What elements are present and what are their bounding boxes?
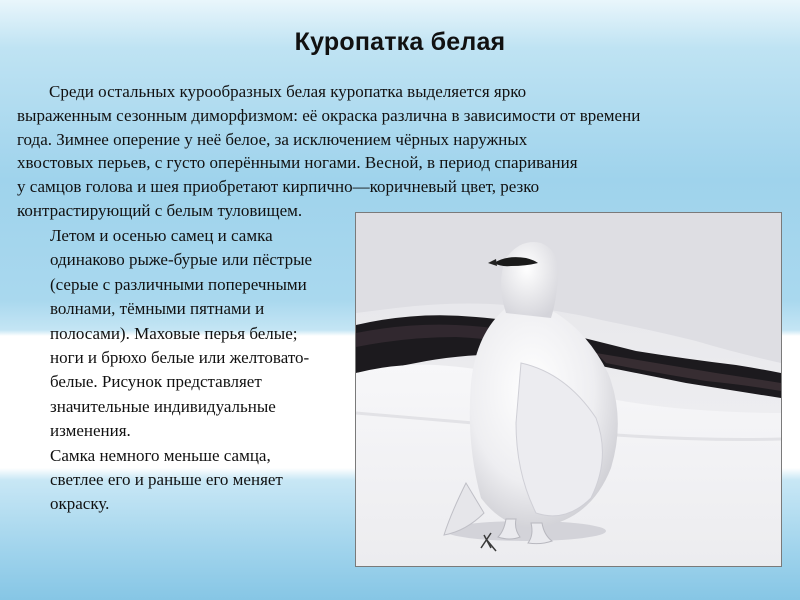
- intro-line: Среди остальных курообразных белая куропатка выделяется ярко: [49, 82, 527, 101]
- intro-line: у самцов голова и шея приобретают кирпично—коричневый цвет, резко: [17, 177, 540, 197]
- intro-line: выраженным сезонным диморфизмом: её окраска различна в зависимости от времени: [17, 105, 641, 125]
- intro-line: года. Зимнее оперение у неё белое, за исключением чёрных наружных: [17, 129, 528, 149]
- ptarmigan-photo: [355, 212, 782, 567]
- intro-line: контрастирующий с белым туловищем.: [17, 200, 303, 220]
- column-line: светлее его и раньше его меняет: [50, 470, 283, 490]
- column-line: ноги и брюхо белые или желтовато-: [50, 348, 310, 368]
- slide-title: Куропатка белая: [294, 28, 506, 56]
- column-line: Самка немного меньше самца,: [50, 445, 271, 465]
- column-line: Летом и осенью самец и самка: [50, 226, 273, 245]
- column-line: значительные индивидуальные: [50, 396, 276, 416]
- column-line: полосами). Маховые перья белые;: [50, 323, 298, 343]
- column-line: изменения.: [50, 421, 131, 441]
- intro-paragraph: [17, 80, 787, 223]
- column-line: волнами, тёмными пятнами и: [50, 299, 265, 319]
- column-line: белые. Рисунок представляет: [50, 372, 262, 392]
- column-line: (серые с различными поперечными: [50, 274, 307, 294]
- intro-line: хвостовых перьев, с густо оперёнными ногами. Весной, в период спаривания: [17, 153, 578, 173]
- ptarmigan-photo-icon: [356, 213, 781, 566]
- column-line: окраску.: [50, 494, 110, 514]
- description-column: [50, 224, 370, 517]
- column-line: одинаково рыже-бурые или пёстрые: [50, 250, 313, 270]
